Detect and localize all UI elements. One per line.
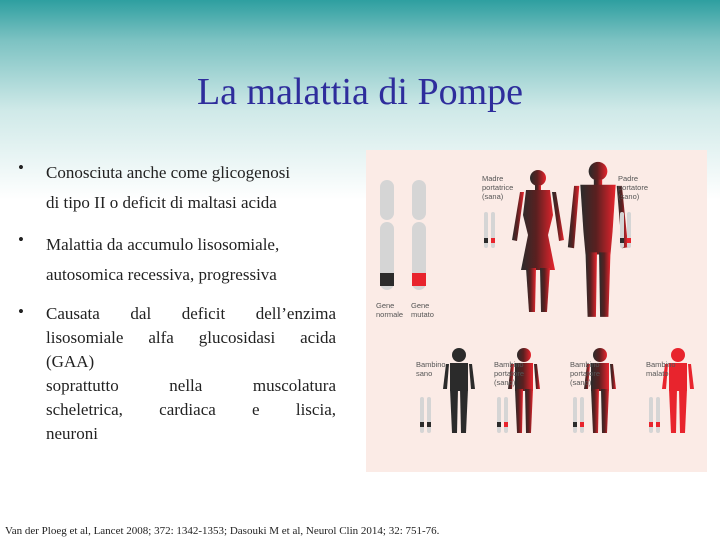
child-label: Bambino portatore (sano) <box>494 360 525 387</box>
bullet-item <box>18 302 336 446</box>
bullet-item <box>18 230 336 290</box>
bullet-line: scheletrica, cardiaca e liscia, <box>46 400 336 419</box>
mother-label: Madre portatrice (sana) <box>482 174 514 201</box>
bullet-line: Malattia da accumulo lisosomiale, <box>46 235 280 254</box>
bullet-line: autosomica recessiva, progressiva <box>46 265 277 284</box>
bullet-line: Causata dal deficit dell’enzima <box>46 304 336 323</box>
bullet-line: (GAA) <box>46 352 95 371</box>
slide-title: La malattia di Pompe <box>196 71 524 113</box>
child-label: Bambino malato <box>646 360 676 378</box>
chromosome-mutated <box>412 180 426 290</box>
mother-figure <box>512 170 564 312</box>
mother-chromosomes <box>484 212 495 248</box>
bullet-list <box>18 158 336 458</box>
bullet-item <box>18 158 336 218</box>
legend-mutated-label: Gene mutato <box>411 301 434 319</box>
bullet-line: neuroni <box>46 424 98 443</box>
reference-citation: Van der Ploeg et al, Lancet 2008; 372: 1342-1353; Dasouki M et al, Neurol Clin 2014; 32: 751-76. <box>5 525 440 537</box>
bullet-line: lisosomiale alfa glucosidasi acida <box>46 328 336 347</box>
child-label: Bambino portatore (sano) <box>570 360 601 387</box>
bullet-line: Conosciuta anche come glicogenosi <box>46 163 291 182</box>
chromosome-normal <box>380 180 394 290</box>
bullet-line: di tipo II o deficit di maltasi acida <box>46 193 277 212</box>
child-label: Bambino sano <box>416 360 446 378</box>
inheritance-diagram <box>366 150 707 472</box>
bullet-dot: • <box>18 158 24 177</box>
bullet-dot: • <box>18 230 24 249</box>
father-label: Padre portatore (sano) <box>618 174 649 201</box>
bullet-line: soprattutto nella muscolatura <box>46 376 336 395</box>
legend-normal-label: Gene normale <box>376 301 404 319</box>
bullet-dot: • <box>18 302 24 321</box>
